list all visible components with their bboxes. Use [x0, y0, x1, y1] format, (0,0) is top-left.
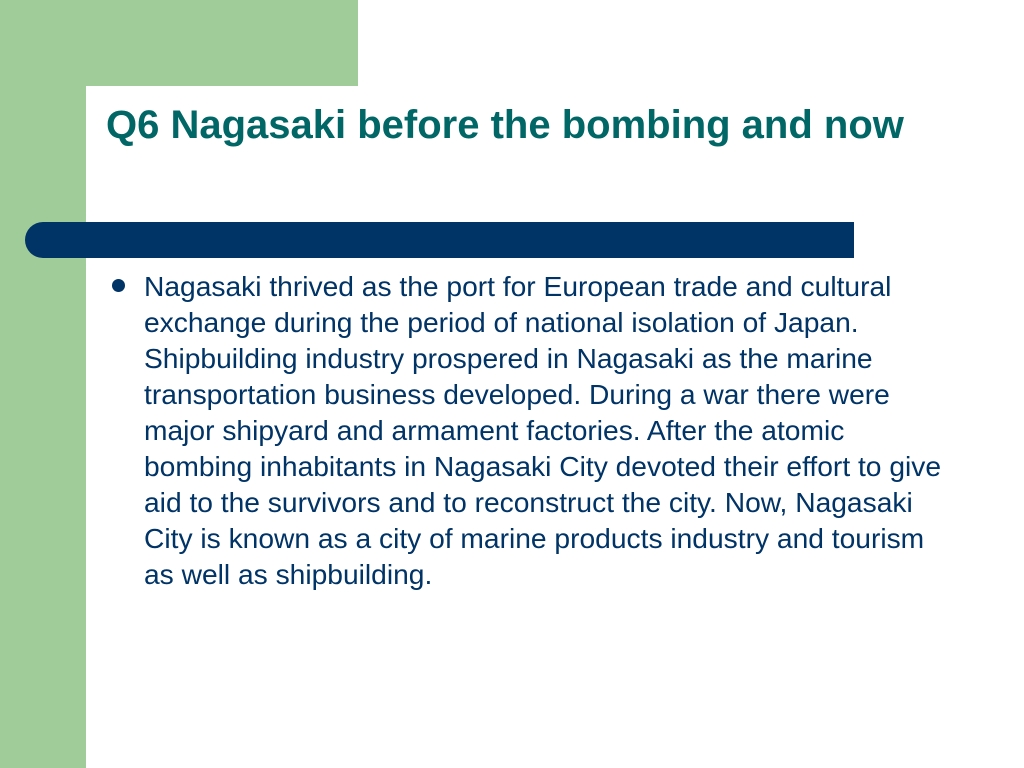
top-accent-band: [0, 0, 358, 86]
bullet-item: [106, 268, 956, 592]
title-divider-bar: [25, 222, 854, 258]
slide-title: Q6 Nagasaki before the bombing and now: [106, 103, 904, 147]
bullet-text: Nagasaki thrived as the port for European trade and cultural exchange during the period of national isolation of Japan. Shipbuilding industry prospered in Nagasaki as the marine transportation business developed. During a war there were major shipyard and armament factories. After the atomic bombing inhabitants in Nagasaki City devoted their effort to give aid to the survivors and to reconstruct the city. Now, Nagasaki City is known as a city of marine products industry and tourism as well as shipbuilding.: [144, 270, 942, 590]
bullet-list: [106, 268, 956, 592]
bullet-icon: [112, 279, 125, 292]
left-accent-band: [0, 0, 86, 768]
